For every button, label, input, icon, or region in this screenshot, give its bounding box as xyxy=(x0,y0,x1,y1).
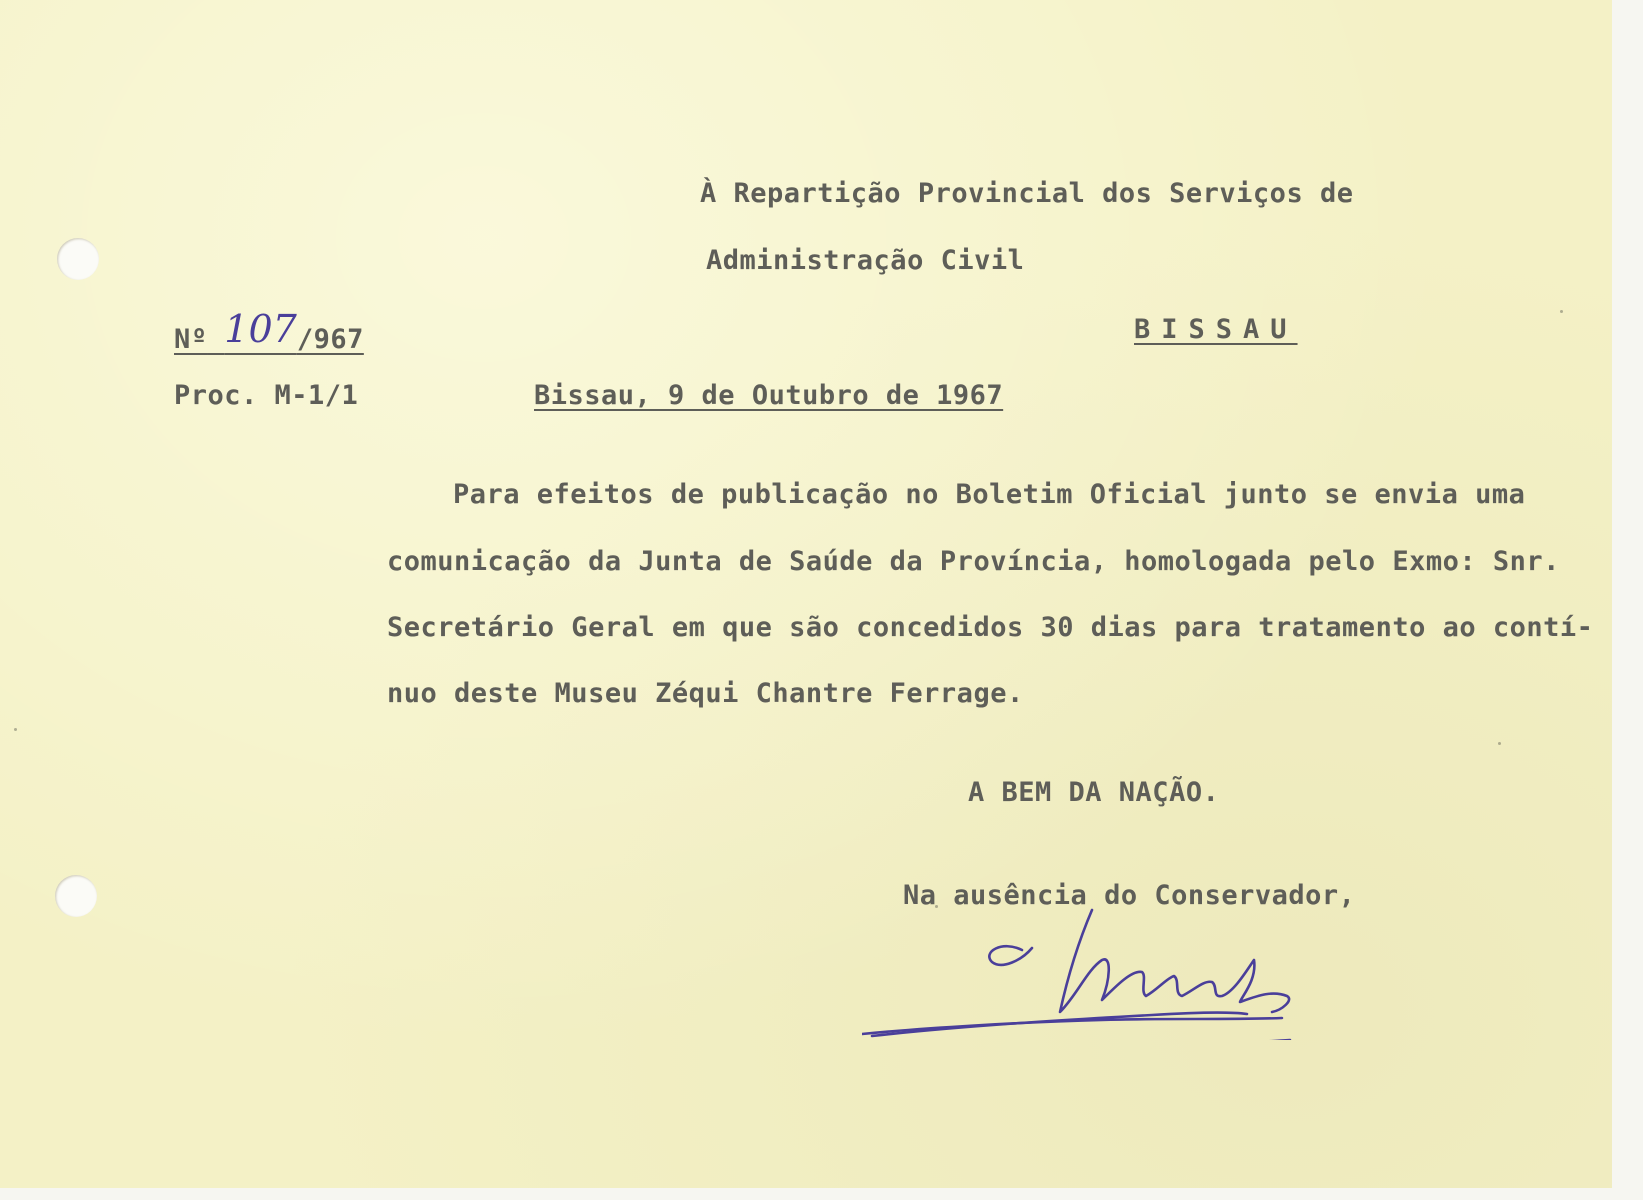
scan-border-right xyxy=(1612,0,1643,1200)
handwritten-signature xyxy=(862,900,1342,1040)
punch-hole xyxy=(55,875,97,917)
city-heading: BISSAU xyxy=(1134,314,1298,345)
body-line: Para efeitos de publicação no Boletim Oficial junto se envia uma xyxy=(453,479,1526,510)
handwritten-reference-number: 107 xyxy=(224,307,297,351)
body-line: nuo deste Museu Zéqui Chantre Ferrage. xyxy=(387,678,1024,709)
body-line: comunicação da Junta de Saúde da Província, homologada pelo Exmo: Snr. xyxy=(387,546,1560,577)
reference-year: /967 xyxy=(296,324,364,355)
date-line: Bissau, 9 de Outubro de 1967 xyxy=(534,380,1004,411)
process-number: Proc. M-1/1 xyxy=(174,380,359,411)
punch-hole xyxy=(57,238,99,280)
reference-prefix: Nº xyxy=(174,324,208,355)
addressee-line-2: Administração Civil xyxy=(706,245,1025,276)
closing-salutation: A BEM DA NAÇÃO. xyxy=(968,777,1220,808)
scan-border-bottom xyxy=(0,1188,1643,1200)
addressee-line-1: À Repartição Provincial dos Serviços de xyxy=(700,178,1354,209)
body-line: Secretário Geral em que são concedidos 30 dias para tratamento ao contí- xyxy=(387,612,1594,643)
signatory-note: Na ausência do Conservador, xyxy=(903,880,1356,911)
reference-number xyxy=(174,307,364,355)
